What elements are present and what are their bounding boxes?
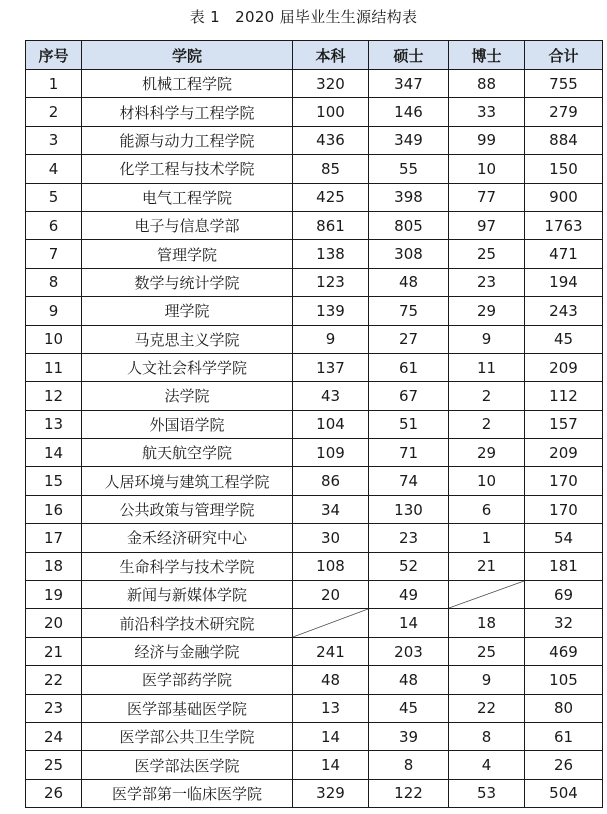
cell-no: 18 <box>26 552 82 580</box>
cell-total: 45 <box>525 325 603 353</box>
cell-master: 308 <box>369 240 449 268</box>
caption-label: 表 1 <box>189 8 220 26</box>
cell-total: 112 <box>525 382 603 410</box>
cell-school: 人文社会科学学院 <box>82 353 293 381</box>
cell-total: 504 <box>525 779 603 807</box>
cell-no: 5 <box>26 183 82 211</box>
cell-school: 外国语学院 <box>82 410 293 438</box>
cell-bachelor: 14 <box>293 751 369 779</box>
cell-bachelor: 137 <box>293 353 369 381</box>
cell-master: 67 <box>369 382 449 410</box>
cell-school: 法学院 <box>82 382 293 410</box>
col-header-doctor: 博士 <box>449 41 525 70</box>
cell-bachelor: 9 <box>293 325 369 353</box>
cell-doctor-empty <box>449 581 525 609</box>
cell-school: 电子与信息学部 <box>82 211 293 239</box>
cell-doctor: 33 <box>449 98 525 126</box>
cell-no: 7 <box>26 240 82 268</box>
cell-master: 23 <box>369 524 449 552</box>
cell-total: 1763 <box>525 211 603 239</box>
col-header-school: 学院 <box>82 41 293 70</box>
table-row <box>26 126 603 154</box>
cell-bachelor: 320 <box>293 70 369 98</box>
cell-doctor: 6 <box>449 495 525 523</box>
cell-doctor: 10 <box>449 467 525 495</box>
cell-no: 23 <box>26 694 82 722</box>
cell-no: 2 <box>26 98 82 126</box>
cell-no: 14 <box>26 439 82 467</box>
table-row <box>26 637 603 665</box>
cell-bachelor: 241 <box>293 637 369 665</box>
cell-master: 51 <box>369 410 449 438</box>
cell-master: 27 <box>369 325 449 353</box>
cell-school: 电气工程学院 <box>82 183 293 211</box>
cell-no: 17 <box>26 524 82 552</box>
cell-bachelor: 85 <box>293 155 369 183</box>
cell-total: 150 <box>525 155 603 183</box>
cell-no: 12 <box>26 382 82 410</box>
cell-bachelor-empty <box>293 609 369 637</box>
table-row <box>26 467 603 495</box>
cell-bachelor: 139 <box>293 297 369 325</box>
table-row <box>26 325 603 353</box>
cell-master: 48 <box>369 268 449 296</box>
cell-no: 4 <box>26 155 82 183</box>
cell-school: 人居环境与建筑工程学院 <box>82 467 293 495</box>
cell-bachelor: 100 <box>293 98 369 126</box>
cell-school: 管理学院 <box>82 240 293 268</box>
col-header-no: 序号 <box>26 41 82 70</box>
cell-total: 105 <box>525 666 603 694</box>
cell-doctor: 22 <box>449 694 525 722</box>
cell-doctor: 25 <box>449 637 525 665</box>
cell-bachelor: 48 <box>293 666 369 694</box>
cell-school: 医学部公共卫生学院 <box>82 722 293 750</box>
cell-total: 755 <box>525 70 603 98</box>
cell-master: 14 <box>369 609 449 637</box>
cell-no: 9 <box>26 297 82 325</box>
graduate-structure-table <box>25 40 603 808</box>
cell-total: 170 <box>525 467 603 495</box>
cell-bachelor: 425 <box>293 183 369 211</box>
cell-master: 61 <box>369 353 449 381</box>
cell-total: 157 <box>525 410 603 438</box>
header-row <box>26 41 603 70</box>
table-row <box>26 240 603 268</box>
cell-doctor: 53 <box>449 779 525 807</box>
cell-master: 8 <box>369 751 449 779</box>
col-header-total: 合计 <box>525 41 603 70</box>
cell-master: 49 <box>369 581 449 609</box>
cell-doctor: 11 <box>449 353 525 381</box>
cell-doctor: 18 <box>449 609 525 637</box>
cell-master: 122 <box>369 779 449 807</box>
cell-master: 39 <box>369 722 449 750</box>
cell-no: 6 <box>26 211 82 239</box>
cell-bachelor: 20 <box>293 581 369 609</box>
cell-bachelor: 436 <box>293 126 369 154</box>
table-row <box>26 183 603 211</box>
cell-master: 203 <box>369 637 449 665</box>
cell-total: 54 <box>525 524 603 552</box>
cell-doctor: 4 <box>449 751 525 779</box>
cell-school: 化学工程与技术学院 <box>82 155 293 183</box>
cell-no: 8 <box>26 268 82 296</box>
table-row <box>26 382 603 410</box>
table-row <box>26 751 603 779</box>
cell-doctor: 21 <box>449 552 525 580</box>
cell-bachelor: 108 <box>293 552 369 580</box>
cell-total: 209 <box>525 439 603 467</box>
table-row <box>26 495 603 523</box>
col-header-bachelor: 本科 <box>293 41 369 70</box>
cell-bachelor: 329 <box>293 779 369 807</box>
cell-master: 45 <box>369 694 449 722</box>
cell-doctor: 8 <box>449 722 525 750</box>
cell-doctor: 2 <box>449 410 525 438</box>
cell-master: 398 <box>369 183 449 211</box>
table-row <box>26 694 603 722</box>
cell-school: 前沿科学技术研究院 <box>82 609 293 637</box>
cell-total: 194 <box>525 268 603 296</box>
table-body <box>26 70 603 808</box>
caption-title: 2020 届毕业生生源结构表 <box>235 8 418 26</box>
cell-bachelor: 104 <box>293 410 369 438</box>
cell-master: 805 <box>369 211 449 239</box>
cell-doctor: 23 <box>449 268 525 296</box>
cell-total: 32 <box>525 609 603 637</box>
cell-master: 52 <box>369 552 449 580</box>
cell-bachelor: 86 <box>293 467 369 495</box>
cell-school: 公共政策与管理学院 <box>82 495 293 523</box>
cell-no: 11 <box>26 353 82 381</box>
cell-school: 生命科学与技术学院 <box>82 552 293 580</box>
cell-no: 20 <box>26 609 82 637</box>
cell-total: 471 <box>525 240 603 268</box>
cell-doctor: 99 <box>449 126 525 154</box>
table-row <box>26 552 603 580</box>
cell-bachelor: 861 <box>293 211 369 239</box>
cell-doctor: 97 <box>449 211 525 239</box>
cell-school: 机械工程学院 <box>82 70 293 98</box>
cell-no: 15 <box>26 467 82 495</box>
cell-total: 80 <box>525 694 603 722</box>
cell-school: 医学部法医学院 <box>82 751 293 779</box>
table-row <box>26 211 603 239</box>
table-row <box>26 439 603 467</box>
table-row <box>26 581 603 609</box>
cell-total: 69 <box>525 581 603 609</box>
table-row <box>26 609 603 637</box>
cell-master: 349 <box>369 126 449 154</box>
cell-no: 22 <box>26 666 82 694</box>
table-row <box>26 722 603 750</box>
table-row <box>26 155 603 183</box>
table-caption <box>0 6 607 28</box>
cell-no: 1 <box>26 70 82 98</box>
cell-school: 数学与统计学院 <box>82 268 293 296</box>
cell-school: 马克思主义学院 <box>82 325 293 353</box>
col-header-master: 硕士 <box>369 41 449 70</box>
cell-total: 469 <box>525 637 603 665</box>
cell-bachelor: 14 <box>293 722 369 750</box>
cell-bachelor: 30 <box>293 524 369 552</box>
cell-no: 16 <box>26 495 82 523</box>
cell-master: 55 <box>369 155 449 183</box>
table-row <box>26 524 603 552</box>
cell-doctor: 88 <box>449 70 525 98</box>
cell-school: 理学院 <box>82 297 293 325</box>
table-row <box>26 70 603 98</box>
cell-bachelor: 138 <box>293 240 369 268</box>
cell-master: 146 <box>369 98 449 126</box>
cell-master: 75 <box>369 297 449 325</box>
cell-no: 26 <box>26 779 82 807</box>
cell-total: 279 <box>525 98 603 126</box>
table-row <box>26 268 603 296</box>
cell-total: 181 <box>525 552 603 580</box>
cell-doctor: 25 <box>449 240 525 268</box>
cell-school: 能源与动力工程学院 <box>82 126 293 154</box>
cell-master: 71 <box>369 439 449 467</box>
cell-bachelor: 109 <box>293 439 369 467</box>
cell-no: 19 <box>26 581 82 609</box>
cell-school: 医学部药学院 <box>82 666 293 694</box>
cell-total: 884 <box>525 126 603 154</box>
cell-master: 347 <box>369 70 449 98</box>
cell-school: 经济与金融学院 <box>82 637 293 665</box>
cell-doctor: 9 <box>449 325 525 353</box>
cell-total: 170 <box>525 495 603 523</box>
cell-master: 130 <box>369 495 449 523</box>
table-row <box>26 353 603 381</box>
cell-school: 新闻与新媒体学院 <box>82 581 293 609</box>
cell-school: 医学部基础医学院 <box>82 694 293 722</box>
cell-no: 10 <box>26 325 82 353</box>
cell-school: 材料科学与工程学院 <box>82 98 293 126</box>
cell-no: 24 <box>26 722 82 750</box>
cell-no: 25 <box>26 751 82 779</box>
table-row <box>26 410 603 438</box>
cell-master: 74 <box>369 467 449 495</box>
cell-total: 243 <box>525 297 603 325</box>
cell-doctor: 29 <box>449 439 525 467</box>
cell-total: 26 <box>525 751 603 779</box>
table-row <box>26 297 603 325</box>
cell-bachelor: 13 <box>293 694 369 722</box>
cell-doctor: 1 <box>449 524 525 552</box>
cell-total: 900 <box>525 183 603 211</box>
cell-total: 209 <box>525 353 603 381</box>
cell-doctor: 9 <box>449 666 525 694</box>
cell-doctor: 10 <box>449 155 525 183</box>
cell-no: 21 <box>26 637 82 665</box>
cell-doctor: 29 <box>449 297 525 325</box>
cell-school: 医学部第一临床医学院 <box>82 779 293 807</box>
cell-school: 航天航空学院 <box>82 439 293 467</box>
cell-bachelor: 43 <box>293 382 369 410</box>
cell-school: 金禾经济研究中心 <box>82 524 293 552</box>
cell-total: 61 <box>525 722 603 750</box>
cell-bachelor: 34 <box>293 495 369 523</box>
cell-doctor: 2 <box>449 382 525 410</box>
table-row <box>26 98 603 126</box>
table-row <box>26 666 603 694</box>
table-row <box>26 779 603 807</box>
cell-bachelor: 123 <box>293 268 369 296</box>
cell-no: 3 <box>26 126 82 154</box>
cell-doctor: 77 <box>449 183 525 211</box>
cell-master: 48 <box>369 666 449 694</box>
cell-no: 13 <box>26 410 82 438</box>
